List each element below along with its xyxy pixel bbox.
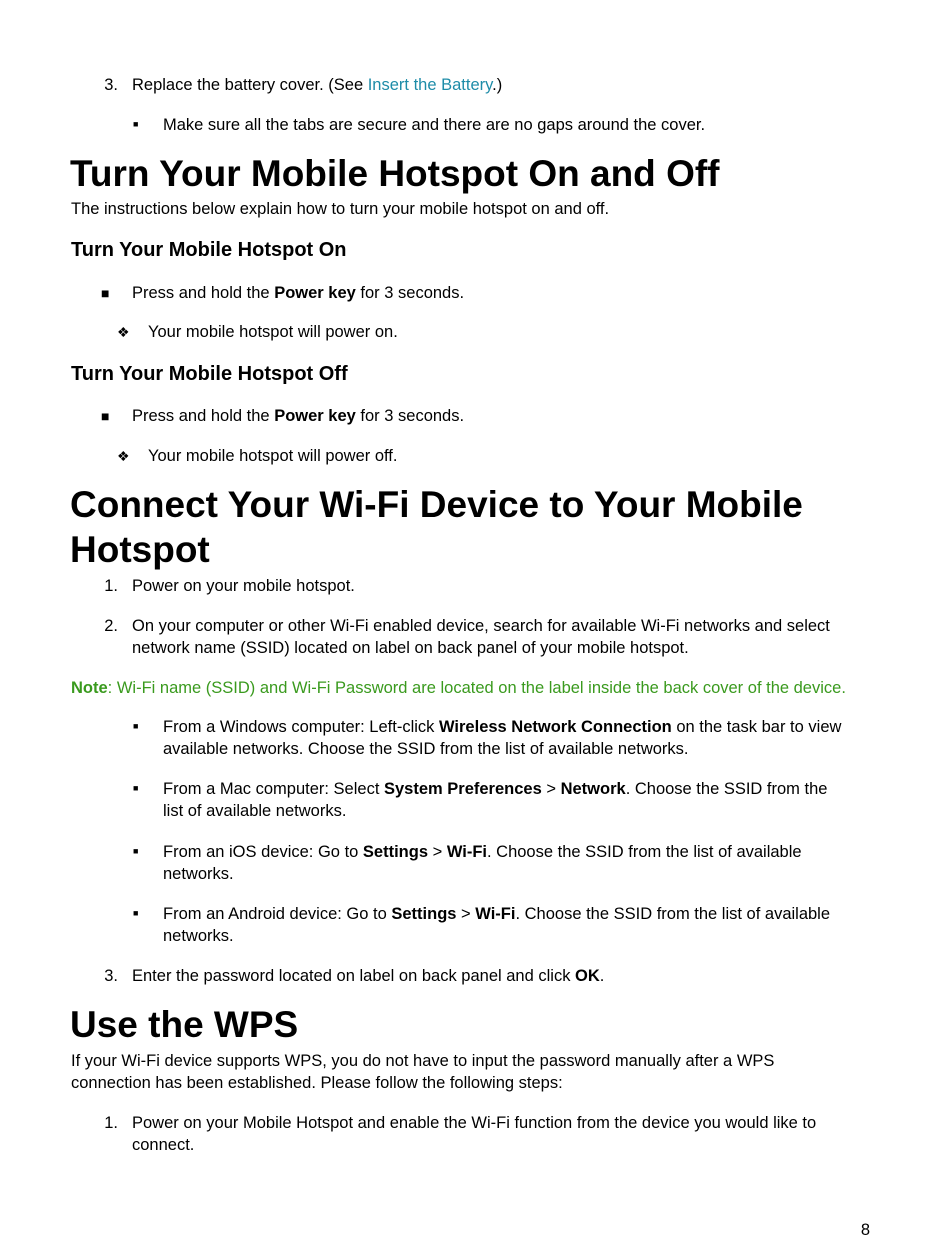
step3-pre: Enter the password located on label on back panel and click — [132, 967, 576, 985]
wps-step1-line2: connect. — [132, 1136, 195, 1154]
mac-line2: list of available networks. — [163, 802, 347, 820]
insert-battery-link[interactable]: Insert the Battery — [367, 76, 493, 94]
connect-step3-text — [132, 965, 604, 987]
power-key-label: Power key — [274, 284, 356, 302]
diamond-bullet-icon: ❖ — [117, 324, 130, 340]
note-body: : Wi-Fi name (SSID) and Wi-Fi Password are located on the label inside the back cover of the device. — [107, 679, 846, 697]
square-bullet-icon: ■ — [101, 285, 110, 301]
wps-intro-line1: If your Wi-Fi device supports WPS, you do not have to input the password manually after a WPS — [71, 1052, 775, 1070]
ios-pre: From an iOS device: Go to — [163, 843, 363, 861]
square-bullet-icon: ■ — [133, 783, 139, 793]
power-on-post: for 3 seconds. — [355, 284, 465, 302]
section-heading-wps: Use the WPS — [70, 1004, 299, 1045]
section-heading-connect-line1: Connect Your Wi-Fi Device to Your Mobile — [70, 484, 803, 525]
wifi-label: Wi-Fi — [446, 843, 487, 861]
android-pre: From an Android device: Go to — [163, 905, 392, 923]
wifi-label: Wi-Fi — [475, 905, 516, 923]
list-number: 3. — [104, 76, 118, 94]
power-off-pre: Press and hold the — [132, 407, 275, 425]
note-label: Note — [71, 679, 108, 697]
windows-pre: From a Windows computer: Left-click — [163, 718, 439, 736]
list-number: 2. — [104, 617, 118, 635]
square-bullet-icon: ■ — [133, 119, 139, 129]
connect-step1-text: Power on your mobile hotspot. — [132, 577, 355, 595]
android-sep: > — [456, 905, 476, 923]
windows-line1 — [163, 716, 841, 738]
mac-post: . Choose the SSID from the — [625, 780, 828, 798]
android-line2: networks. — [163, 927, 234, 945]
power-key-label: Power key — [274, 407, 356, 425]
network-label: Network — [560, 780, 626, 798]
power-on-pre: Press and hold the — [132, 284, 275, 302]
mac-line1 — [163, 778, 827, 800]
subheading-power-off: Turn Your Mobile Hotspot Off — [71, 363, 348, 385]
settings-label: Settings — [391, 905, 457, 923]
ios-line2: networks. — [163, 865, 234, 883]
square-bullet-icon: ■ — [133, 908, 139, 918]
battery-bullet-text: Make sure all the tabs are secure and there are no gaps around the cover. — [163, 116, 706, 134]
android-post: . Choose the SSID from the list of available — [515, 905, 831, 923]
power-off-post: for 3 seconds. — [355, 407, 465, 425]
windows-post: on the task bar to view — [671, 718, 842, 736]
power-off-result: Your mobile hotspot will power off. — [148, 447, 398, 465]
settings-label: Settings — [362, 843, 429, 861]
diamond-bullet-icon: ❖ — [117, 448, 130, 464]
square-bullet-icon: ■ — [133, 846, 139, 856]
page-number: 8 — [860, 1221, 870, 1239]
power-on-instruction — [132, 282, 464, 304]
ios-sep: > — [428, 843, 447, 861]
section-heading-power: Turn Your Mobile Hotspot On and Off — [70, 153, 720, 194]
ios-line1 — [163, 841, 802, 863]
step3-post: . — [599, 967, 605, 985]
subheading-power-on: Turn Your Mobile Hotspot On — [71, 239, 347, 261]
connect-step2-line2: network name (SSID) located on label on back panel of your mobile hotspot. — [132, 639, 689, 657]
power-off-instruction — [132, 405, 464, 427]
list-number: 3. — [104, 967, 118, 985]
ok-label: OK — [575, 967, 600, 985]
square-bullet-icon: ■ — [101, 408, 110, 424]
battery-step-text-post: .) — [492, 76, 503, 94]
system-preferences-label: System Preferences — [384, 780, 542, 798]
wps-intro-line2: connection has been established. Please follow the following steps: — [71, 1074, 563, 1092]
list-number: 1. — [104, 577, 118, 595]
mac-sep: > — [541, 780, 561, 798]
section-heading-connect-line2: Hotspot — [70, 529, 210, 570]
square-bullet-icon: ■ — [133, 721, 139, 731]
note-text — [71, 677, 846, 699]
windows-line2: available networks. Choose the SSID from the list of available networks. — [163, 740, 689, 758]
battery-step-text — [132, 74, 502, 96]
list-number: 1. — [104, 1114, 118, 1132]
android-line1 — [163, 903, 830, 925]
ios-post: . Choose the SSID from the list of available — [487, 843, 802, 861]
power-on-result: Your mobile hotspot will power on. — [148, 323, 398, 341]
wps-step1-line1: Power on your Mobile Hotspot and enable the Wi-Fi function from the device you would like to — [132, 1114, 817, 1132]
power-intro: The instructions below explain how to turn your mobile hotspot on and off. — [71, 200, 610, 218]
mac-pre: From a Mac computer: Select — [163, 780, 384, 798]
wireless-network-connection-label: Wireless Network Connection — [439, 718, 672, 736]
connect-step2-line1: On your computer or other Wi-Fi enabled device, search for available Wi-Fi networks and select — [132, 617, 830, 635]
battery-step-text-pre: Replace the battery cover. (See — [132, 76, 368, 94]
